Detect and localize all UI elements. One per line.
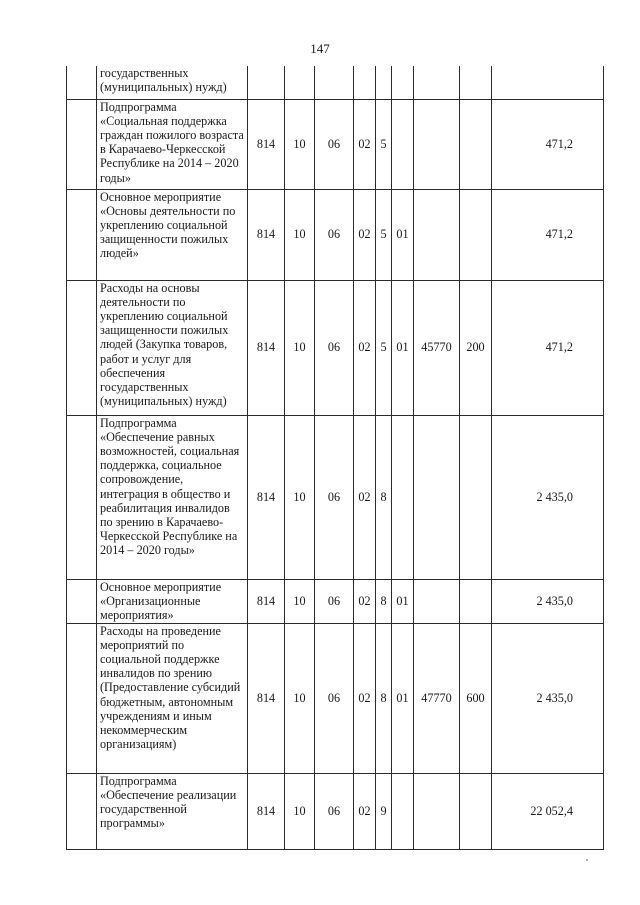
cell-subsection: 06 [315,773,354,849]
cell-subsection: 06 [315,99,354,189]
cell-amount: 2 435,0 [492,415,604,579]
cell-direction [414,579,460,623]
table-row [67,415,604,579]
cell-subsection: 06 [315,415,354,579]
cell-admin-code: 814 [248,623,285,773]
cell-subprogram: 5 [376,99,392,189]
cell-section: 10 [285,579,315,623]
cell-activity [392,415,414,579]
cell-activity: 01 [392,280,414,415]
cell-number [67,99,97,189]
cell-admin-code [248,66,285,99]
cell-name: Расходы на основы деятельности по укреплению социальной защищенности пожилых людей (Закупка товаров, работ и услуг для обеспечения государственных (муниципальных) нужд) [97,280,248,415]
cell-activity [392,99,414,189]
cell-amount: 2 435,0 [492,623,604,773]
cell-section [285,66,315,99]
cell-section: 10 [285,99,315,189]
cell-number [67,189,97,280]
cell-direction [414,189,460,280]
cell-subprogram: 8 [376,623,392,773]
cell-subprogram: 5 [376,189,392,280]
cell-section: 10 [285,189,315,280]
budget-table [66,66,604,850]
cell-section: 10 [285,280,315,415]
cell-subsection: 06 [315,579,354,623]
cell-admin-code: 814 [248,773,285,849]
table-row [67,66,604,99]
cell-number [67,66,97,99]
cell-amount: 22 052,4 [492,773,604,849]
cell-activity [392,66,414,99]
cell-program: 02 [354,623,376,773]
cell-name: Расходы на проведение мероприятий по социальной поддержке инвалидов по зрению (Предоставление субсидий бюджетным, автономным учреждениям и иным некоммерческим организациям) [97,623,248,773]
cell-amount: 471,2 [492,99,604,189]
cell-section: 10 [285,773,315,849]
cell-subsection [315,66,354,99]
scan-speck [586,859,588,861]
cell-direction [414,773,460,849]
cell-activity: 01 [392,189,414,280]
cell-direction: 45770 [414,280,460,415]
cell-admin-code: 814 [248,415,285,579]
table-row [67,773,604,849]
cell-direction: 47770 [414,623,460,773]
table-row [67,579,604,623]
cell-name: Подпрограмма «Социальная поддержка граждан пожилого возраста в Карачаево-Черкесской Республике на 2014 – 2020 годы» [97,99,248,189]
cell-name: государственных (муниципальных) нужд) [97,66,248,99]
cell-direction [414,99,460,189]
cell-amount: 471,2 [492,280,604,415]
cell-number [67,280,97,415]
page-number: 147 [310,41,330,56]
cell-section: 10 [285,415,315,579]
cell-amount: 471,2 [492,189,604,280]
cell-amount: 2 435,0 [492,579,604,623]
cell-activity [392,773,414,849]
cell-direction [414,66,460,99]
cell-subsection: 06 [315,280,354,415]
table-row [67,623,604,773]
cell-activity: 01 [392,579,414,623]
cell-name: Основное мероприятие «Основы деятельности по укреплению социальной защищенности пожилых людей» [97,189,248,280]
cell-direction [414,415,460,579]
cell-expense-type [460,66,492,99]
cell-program [354,66,376,99]
cell-expense-type: 200 [460,280,492,415]
cell-expense-type: 600 [460,623,492,773]
cell-number [67,773,97,849]
cell-subprogram: 8 [376,415,392,579]
cell-name: Подпрограмма «Обеспечение равных возможностей, социальная поддержка, социальное сопровождение, интеграция в общество и реабилитация инвалидов по зрению в Карачаево-Черкесской Республике на 2014 – 2020 годы» [97,415,248,579]
cell-number [67,579,97,623]
cell-name: Основное мероприятие «Организационные мероприятия» [97,579,248,623]
cell-program: 02 [354,579,376,623]
cell-number [67,623,97,773]
cell-admin-code: 814 [248,579,285,623]
cell-section: 10 [285,623,315,773]
cell-number [67,415,97,579]
cell-program: 02 [354,280,376,415]
cell-subsection: 06 [315,623,354,773]
cell-expense-type [460,189,492,280]
cell-expense-type [460,773,492,849]
table-row [67,280,604,415]
cell-expense-type [460,415,492,579]
cell-expense-type [460,99,492,189]
cell-program: 02 [354,415,376,579]
cell-admin-code: 814 [248,99,285,189]
cell-amount [492,66,604,99]
cell-program: 02 [354,773,376,849]
cell-program: 02 [354,99,376,189]
cell-subprogram: 5 [376,280,392,415]
cell-subsection: 06 [315,189,354,280]
cell-subprogram: 9 [376,773,392,849]
cell-expense-type [460,579,492,623]
cell-subprogram: 8 [376,579,392,623]
cell-program: 02 [354,189,376,280]
cell-name: Подпрограмма «Обеспечение реализации государственной программы» [97,773,248,849]
cell-subprogram [376,66,392,99]
cell-activity: 01 [392,623,414,773]
cell-admin-code: 814 [248,280,285,415]
table-row [67,99,604,189]
table-row [67,189,604,280]
cell-admin-code: 814 [248,189,285,280]
